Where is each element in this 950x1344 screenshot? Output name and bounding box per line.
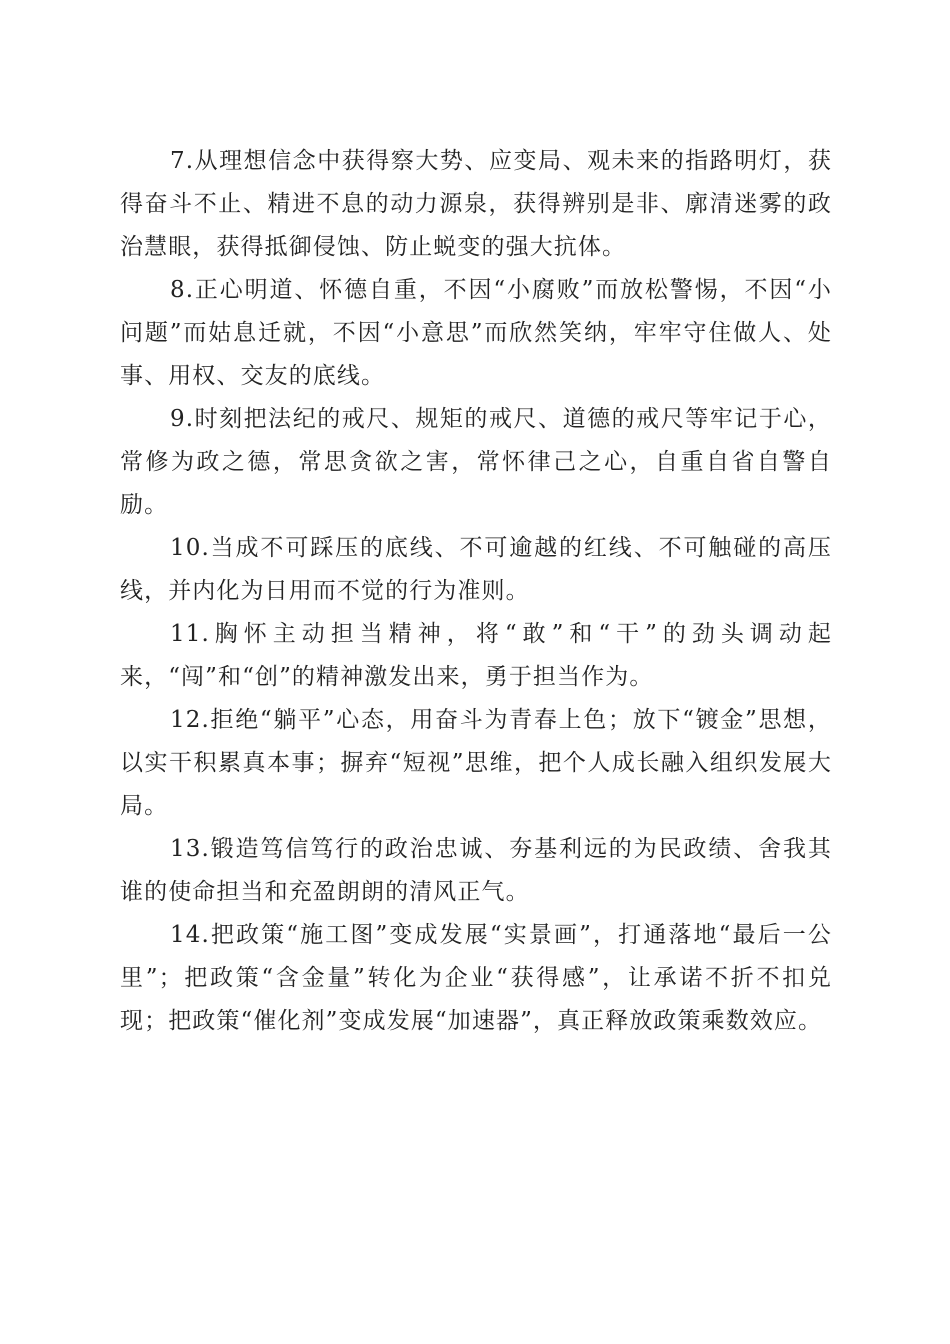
paragraph-12: 12.拒绝“躺平”心态，用奋斗为青春上色；放下“镀金”思想，以实干积累真本事；摒弃“短视”思维，把个人成长融入组织发展大局。 [120, 707, 832, 819]
document-body [120, 140, 832, 1043]
paragraph-9: 9.时刻把法纪的戒尺、规矩的戒尺、道德的戒尺等牢记于心，常修为政之德，常思贪欲之害，常怀律己之心，自重自省自警自励。 [120, 406, 832, 518]
paragraph-7: 7.从理想信念中获得察大势、应变局、观未来的指路明灯，获得奋斗不止、精进不息的动力源泉，获得辨别是非、廓清迷雾的政治慧眼，获得抵御侵蚀、防止蜕变的强大抗体。 [120, 148, 832, 260]
paragraph-14: 14.把政策“施工图”变成发展“实景画”，打通落地“最后一公里”；把政策“含金量”转化为企业“获得感”，让承诺不折不扣兑现；把政策“催化剂”变成发展“加速器”，真正释放政策乘数效应。 [120, 922, 832, 1034]
paragraph-13: 13.锻造笃信笃行的政治忠诚、夯基利远的为民政绩、舍我其谁的使命担当和充盈朗朗的清风正气。 [120, 836, 832, 905]
paragraph-10: 10.当成不可踩压的底线、不可逾越的红线、不可触碰的高压线，并内化为日用而不觉的行为准则。 [120, 535, 832, 604]
paragraph-8: 8.正心明道、怀德自重，不因“小腐败”而放松警惕，不因“小问题”而姑息迁就，不因“小意思”而欣然笑纳，牢牢守住做人、处事、用权、交友的底线。 [120, 277, 832, 389]
paragraph-11: 11.胸怀主动担当精神，将“敢”和“干”的劲头调动起来，“闯”和“创”的精神激发出来，勇于担当作为。 [120, 621, 832, 690]
